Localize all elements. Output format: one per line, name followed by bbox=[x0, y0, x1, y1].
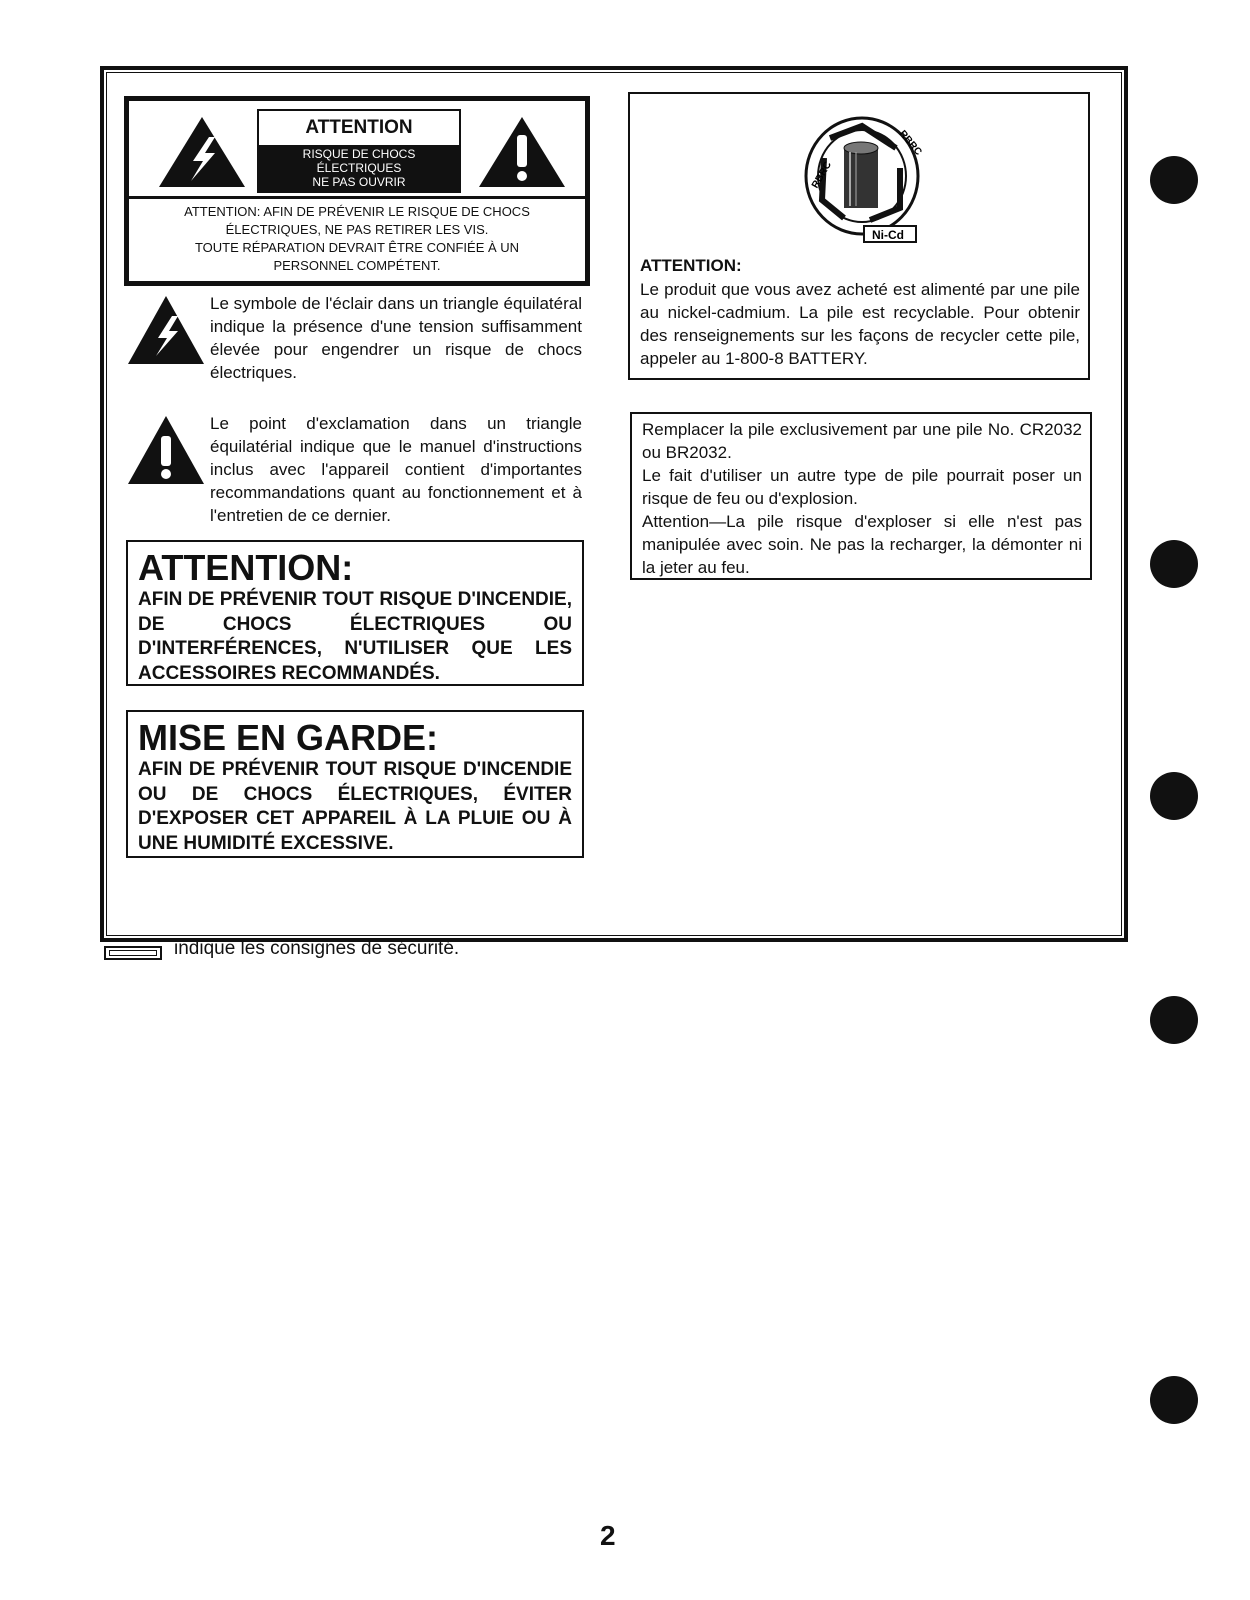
binder-hole bbox=[1150, 540, 1198, 588]
lightning-triangle-icon bbox=[157, 115, 247, 189]
attention-badge-title: ATTENTION bbox=[305, 117, 413, 138]
mise-en-garde-box bbox=[126, 710, 584, 858]
battery-body: Le produit que vous avez acheté est alimenté par une pile au nickel-cadmium. La pile est recyclable. Pour obtenir des renseignements sur les façons de recycler cette pile, appeler au 1-800-8 BATTERY. bbox=[640, 280, 1080, 368]
battery-replacement-box bbox=[630, 412, 1092, 580]
caution-line: PERSONNEL COMPÉTENT. bbox=[273, 258, 441, 273]
safety-legend-text: indique les consignes de sécurité. bbox=[174, 938, 460, 959]
exclamation-triangle-icon bbox=[477, 115, 567, 189]
nicd-tag: Ni-Cd bbox=[872, 228, 904, 242]
battery-replacement-text bbox=[642, 418, 1082, 579]
binder-hole bbox=[1150, 772, 1198, 820]
rbrc-label-left: RBRC bbox=[810, 159, 834, 191]
lightning-triangle-icon bbox=[126, 294, 206, 366]
rbrc-label-right: RBRC bbox=[896, 128, 924, 158]
banner-line: ÉLECTRIQUES bbox=[316, 161, 402, 175]
safety-legend-rect-inner bbox=[109, 950, 157, 956]
caution-label-text bbox=[129, 201, 585, 281]
caution-line: TOUTE RÉPARATION DEVRAIT ÊTRE CONFIÉE À UN bbox=[194, 240, 520, 255]
caution-label bbox=[124, 96, 590, 286]
replacement-line: Le fait d'utiliser un autre type de pile pourrait poser un risque de feu ou d'explosion. bbox=[642, 466, 1082, 508]
mise-en-garde-heading: MISE EN GARDE: bbox=[138, 717, 439, 758]
binder-hole bbox=[1150, 1376, 1198, 1424]
page-number: 2 bbox=[600, 1520, 616, 1551]
attention-warning-heading: ATTENTION: bbox=[138, 547, 354, 588]
banner-line: RISQUE DE CHOCS bbox=[302, 147, 416, 161]
attention-badge-banner bbox=[259, 145, 459, 191]
attention-warning-body: AFIN DE PRÉVENIR TOUT RISQUE D'INCENDIE, DE CHOCS ÉLECTRIQUES OU D'INTERFÉRENCES, N'UTILISER QUE LES ACCESSOIRES RECOMMANDÉS. bbox=[138, 589, 572, 684]
battery-heading: ATTENTION: bbox=[640, 256, 742, 275]
binder-hole bbox=[1150, 996, 1198, 1044]
caution-line: ÉLECTRIQUES, NE PAS RETIRER LES VIS. bbox=[225, 222, 489, 237]
replacement-line: Attention—La pile risque d'exploser si elle n'est pas manipulée avec soin. Ne pas la recharger, la démonter ni la jeter au feu. bbox=[642, 512, 1082, 577]
lightning-symbol-description: Le symbole de l'éclair dans un triangle équilatéral indique la présence d'une tension suffisamment élevée pour engendrer un risque de chocs électriques. bbox=[210, 294, 582, 382]
caution-line: ATTENTION: AFIN DE PRÉVENIR LE RISQUE DE CHOCS bbox=[184, 204, 530, 219]
battery-recycling-box bbox=[628, 92, 1090, 380]
rbrc-recycling-logo bbox=[800, 108, 930, 248]
attention-warning-box bbox=[126, 540, 584, 686]
binder-hole bbox=[1150, 156, 1198, 204]
replacement-line: Remplacer la pile exclusivement par une pile No. CR2032 ou BR2032. bbox=[642, 420, 1082, 462]
banner-line: NE PAS OUVRIR bbox=[312, 175, 406, 189]
exclamation-symbol-description: Le point d'exclamation dans un triangle équilatérial indique que le manuel d'instructions inclus avec l'appareil contient d'importantes recommandations quant au fonctionnement et à l'entretien de ce dernier. bbox=[210, 414, 582, 525]
safety-legend-rect-icon bbox=[104, 946, 162, 960]
exclamation-triangle-icon bbox=[126, 414, 206, 486]
attention-badge bbox=[257, 109, 461, 193]
mise-en-garde-body: AFIN DE PRÉVENIR TOUT RISQUE D'INCENDIE OU DE CHOCS ÉLECTRIQUES, ÉVITER D'EXPOSER CET APPAREIL À LA PLUIE OU À UNE HUMIDITÉ EXCESSIVE. bbox=[138, 759, 572, 854]
caution-label-header bbox=[129, 101, 585, 199]
